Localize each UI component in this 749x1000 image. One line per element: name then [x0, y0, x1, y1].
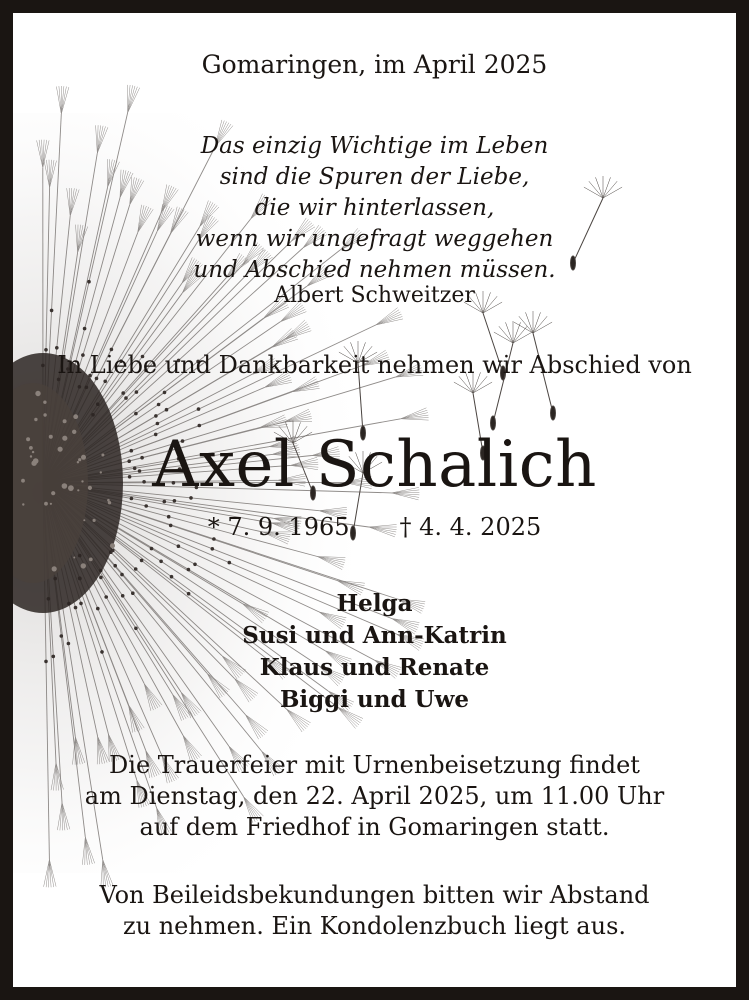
condolence-line: zu nehmen. Ein Kondolenzbuch liegt aus.	[122, 912, 627, 940]
funeral-line: auf dem Friedhof in Gomaringen statt.	[139, 813, 610, 841]
funeral-info	[13, 750, 736, 843]
farewell-text: In Liebe und Dankbarkeit nehmen wir Abschied von	[57, 351, 692, 379]
mourner: Biggi und Uwe	[279, 686, 470, 713]
life-dates	[13, 513, 736, 541]
quote-line: Das einzig Wichtige im Leben	[200, 133, 549, 159]
death-date: † 4. 4. 2025	[399, 513, 542, 541]
mourner: Klaus und Renate	[259, 654, 490, 681]
birth-date: * 7. 9. 1965	[207, 513, 350, 541]
condolence-info	[13, 880, 736, 942]
quote-line: sind die Spuren der Liebe,	[219, 164, 530, 190]
mourner: Susi und Ann-Katrin	[242, 622, 507, 649]
funeral-line: Die Trauerfeier mit Urnenbeisetzung findet	[109, 751, 640, 779]
quote-line: wenn wir ungefragt weggehen	[195, 226, 554, 252]
funeral-line: am Dienstag, den 22. April 2025, um 11.00 Uhr	[84, 782, 665, 810]
condolence-line: Von Beileidsbekundungen bitten wir Abstand	[99, 881, 650, 909]
mourner: Helga	[336, 590, 413, 617]
mourners-list	[13, 588, 736, 716]
quote-line: und Abschied nehmen müssen.	[193, 257, 556, 283]
quote-line: die wir hinterlassen,	[254, 195, 495, 221]
deceased-name: Axel Schalich	[152, 428, 597, 502]
quote-author: Albert Schweitzer	[274, 283, 475, 308]
quote	[13, 131, 736, 286]
place-date: Gomaringen, im April 2025	[201, 50, 548, 79]
